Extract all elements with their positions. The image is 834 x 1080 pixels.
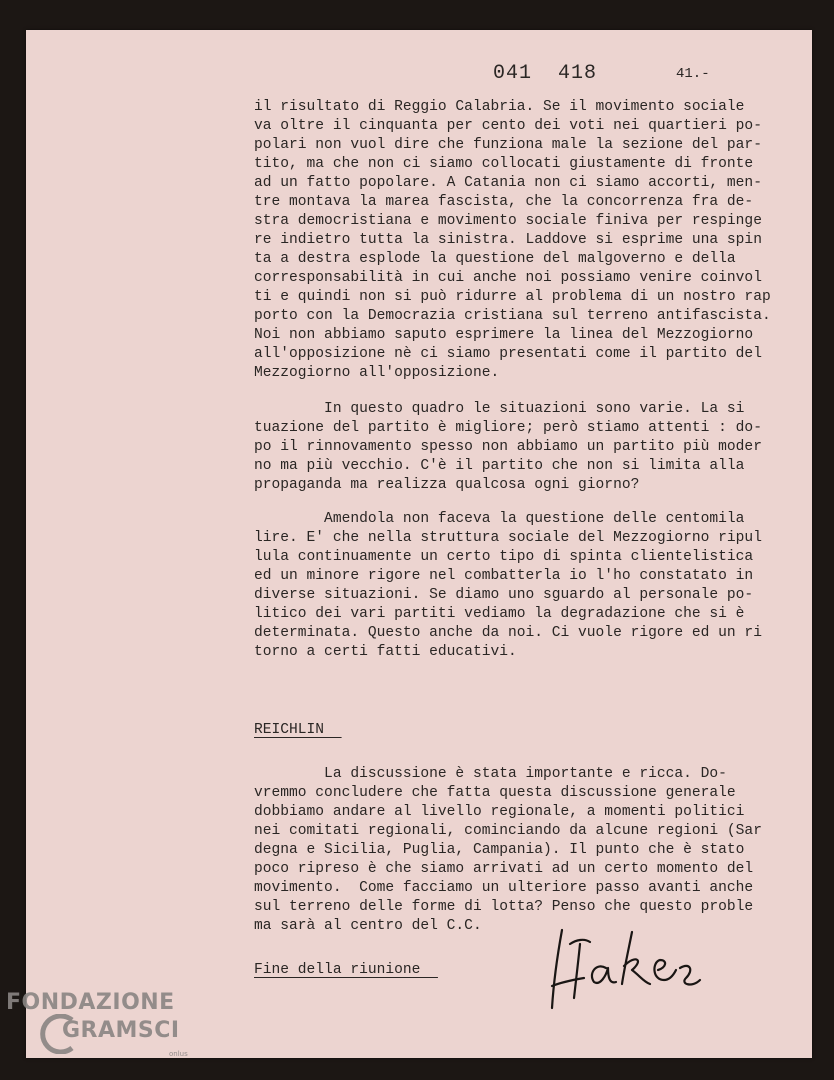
text-line: tre montava la marea fascista, che la concorrenza fra de- bbox=[254, 194, 754, 210]
text-line: lula continuamente un certo tipo di spinta clientelistica bbox=[254, 549, 754, 565]
page-number: 41.- bbox=[676, 66, 710, 82]
text-line: ti e quindi non si può ridurre al problema di un nostro rap bbox=[254, 289, 771, 305]
fondazione-gramsci-watermark bbox=[6, 990, 206, 1060]
text-line: poco ripreso è che siamo arrivati ad un certo momento del bbox=[254, 861, 754, 877]
text-line: ta a destra esplode la questione del malgoverno e della bbox=[254, 251, 736, 267]
text-line: nei comitati regionali, cominciando da alcune regioni (Sar bbox=[254, 823, 762, 839]
text-line: lire. E' che nella struttura sociale del Mezzogiorno ripul bbox=[254, 530, 762, 546]
text-line: dobbiamo andare al livello regionale, a momenti politici bbox=[254, 804, 745, 820]
text-line: il risultato di Reggio Calabria. Se il movimento sociale bbox=[254, 99, 745, 115]
text-line: tuazione del partito è migliore; però stiamo attenti : do- bbox=[254, 420, 762, 436]
speaker-heading: REICHLIN bbox=[254, 722, 342, 738]
text-line: vremmo concludere che fatta questa discussione generale bbox=[254, 785, 736, 801]
watermark-subtext: onlus bbox=[169, 1050, 188, 1058]
text-line: no ma più vecchio. C'è il partito che non si limita alla bbox=[254, 458, 745, 474]
text-line: degna e Sicilia, Puglia, Campania). Il punto che è stato bbox=[254, 842, 745, 858]
closing-line: Fine della riunione bbox=[254, 962, 438, 978]
text-line: stra democristiana e movimento sociale finiva per respinge bbox=[254, 213, 762, 229]
text-line: po il rinnovamento spesso non abbiamo un partito più moder bbox=[254, 439, 762, 455]
watermark-arc-icon bbox=[32, 1014, 76, 1054]
text-line: diverse situazioni. Se diamo uno sguardo al personale po- bbox=[254, 587, 754, 603]
text-line: Mezzogiorno all'opposizione. bbox=[254, 365, 500, 381]
text-line: tito, ma che non ci siamo collocati giustamente di fronte bbox=[254, 156, 754, 172]
text-line: determinata. Questo anche da noi. Ci vuole rigore ed un ri bbox=[254, 625, 762, 641]
text-line: propaganda ma realizza qualcosa ogni giorno? bbox=[254, 477, 640, 493]
text-line: porto con la Democrazia cristiana sul terreno antifascista. bbox=[254, 308, 771, 324]
handwritten-signature bbox=[540, 924, 705, 1014]
text-line: all'opposizione nè ci siamo presentati come il partito del bbox=[254, 346, 762, 362]
text-line: movimento. Come facciamo un ulteriore passo avanti anche bbox=[254, 880, 754, 896]
text-line: ed un minore rigore nel combatterla io l'ho constatato in bbox=[254, 568, 754, 584]
text-line: ma sarà al centro del C.C. bbox=[254, 918, 482, 934]
text-line: ad un fatto popolare. A Catania non ci siamo accorti, men- bbox=[254, 175, 762, 191]
text-line: torno a certi fatti educativi. bbox=[254, 644, 517, 660]
text-line: sul terreno delle forme di lotta? Penso che questo proble bbox=[254, 899, 754, 915]
watermark-line: GRAMSCI bbox=[62, 1018, 180, 1043]
text-line: re indietro tutta la sinistra. Laddove si esprime una spin bbox=[254, 232, 762, 248]
text-line: va oltre il cinquanta per cento dei voti nei quartieri po- bbox=[254, 118, 762, 134]
text-line: In questo quadro le situazioni sono varie. La si bbox=[254, 401, 745, 417]
text-line: Amendola non faceva la questione delle centomila bbox=[254, 511, 745, 527]
text-line: corresponsabilità in cui anche noi possiamo venire coinvol bbox=[254, 270, 762, 286]
archive-number: 041 418 bbox=[493, 62, 598, 85]
text-line: litico dei vari partiti vediamo la degradazione che si è bbox=[254, 606, 745, 622]
watermark-line: FONDAZIONE bbox=[6, 990, 175, 1015]
text-line: La discussione è stata importante e ricca. Do- bbox=[254, 766, 727, 782]
text-line: Noi non abbiamo saputo esprimere la linea del Mezzogiorno bbox=[254, 327, 754, 343]
text-line: polari non vuol dire che funziona male la sezione del par- bbox=[254, 137, 762, 153]
